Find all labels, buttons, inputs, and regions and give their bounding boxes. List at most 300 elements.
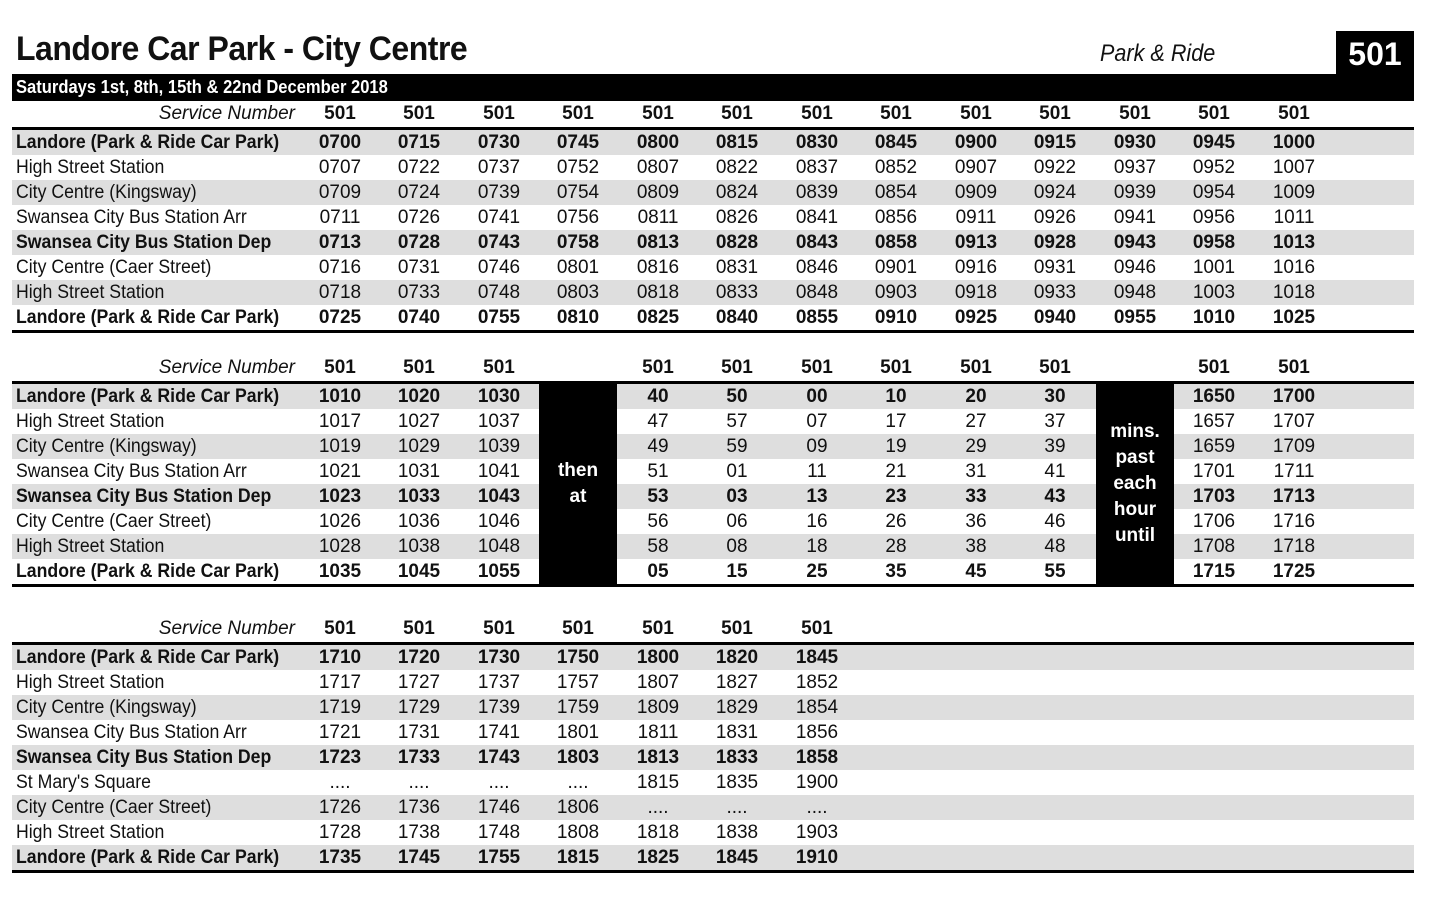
time-cell: 07 [806,411,828,432]
time-cell: 1715 [1192,561,1236,582]
table-row [12,409,1414,434]
table-row [12,205,1414,230]
time-cell: 21 [885,461,907,482]
time-cell: 1716 [1272,511,1316,532]
service-number-cell: 501 [1198,357,1230,378]
time-cell: 0752 [556,157,600,178]
time-cell: 1055 [477,561,521,582]
time-cell: 0946 [1113,257,1157,278]
service-number-header [12,616,1414,642]
time-cell: 13 [806,486,828,507]
time-cell: 1045 [397,561,441,582]
table-row [12,695,1414,720]
time-cell: 0903 [874,282,918,303]
time-cell: 0711 [319,207,361,228]
timetable-title: Landore Car Park - City Centre [16,30,468,68]
table-row [12,459,1414,484]
time-cell: 0830 [795,132,839,153]
time-cell: 1825 [636,847,680,868]
time-cell: 1726 [318,797,362,818]
service-number-cell: 501 [801,103,833,124]
time-cell: .... [806,797,828,818]
time-cell: 08 [726,536,748,557]
time-cell: 1713 [1272,486,1316,507]
time-cell: 1829 [715,697,759,718]
time-cell: 1043 [477,486,521,507]
time-cell: 03 [726,486,748,507]
time-cell: 1659 [1192,436,1236,457]
time-cell: .... [647,797,669,818]
time-cell: 48 [1044,536,1066,557]
frequency-note-line: mins. [1110,421,1160,442]
time-cell: 0925 [954,307,998,328]
time-cell: 1650 [1192,386,1236,407]
time-cell: 1033 [397,486,441,507]
time-cell: 1854 [795,697,839,718]
time-cell: 0809 [636,182,680,203]
time-cell: 1731 [397,722,441,743]
timetable-block-morning [12,101,1414,333]
time-cell: 0913 [954,232,998,253]
stop-name: City Centre (Caer Street) [16,257,212,278]
time-cell: 1010 [318,386,362,407]
time-cell: 0800 [636,132,680,153]
time-cell: 0739 [477,182,521,203]
time-cell: 0901 [874,257,918,278]
time-cell: 1800 [636,647,680,668]
time-cell: 0748 [477,282,521,303]
time-cell: 0745 [556,132,600,153]
time-cell: 0856 [874,207,918,228]
time-cell: 0728 [397,232,441,253]
time-cell: 1730 [477,647,521,668]
time-cell: 0843 [795,232,839,253]
time-cell: 0940 [1033,307,1077,328]
frequency-note-line: until [1114,525,1156,546]
stop-name: Swansea City Bus Station Dep [16,747,272,768]
time-cell: 30 [1044,386,1066,407]
time-cell: 1741 [477,722,521,743]
stop-name: City Centre (Caer Street) [16,511,212,532]
time-cell: 1017 [318,411,362,432]
time-cell: 41 [1044,461,1066,482]
time-cell: 1021 [318,461,362,482]
time-cell: 11 [807,461,827,482]
time-cell: 0931 [1033,257,1077,278]
time-cell: 1820 [715,647,759,668]
table-row [12,384,1414,409]
table-row [12,509,1414,534]
stop-name: Landore (Park & Ride Car Park) [16,561,280,582]
service-number-cell: 501 [562,103,594,124]
service-number-cell: 501 [483,357,515,378]
time-cell: 1806 [556,797,600,818]
stop-name: Swansea City Bus Station Arr [16,722,247,743]
time-cell: 1831 [715,722,759,743]
time-cell: 1025 [1272,307,1316,328]
date-text: Saturdays 1st, 8th, 15th & 22nd December 2018 [16,77,388,97]
table-row [12,305,1414,330]
frequency-note [539,384,617,584]
time-cell: 1036 [397,511,441,532]
time-cell: 1706 [1192,511,1236,532]
time-cell: 51 [647,461,669,482]
time-cell: 0756 [556,207,600,228]
service-number-cell: 501 [403,103,435,124]
service-number-cell: 501 [642,103,674,124]
time-cell: 23 [885,486,907,507]
time-cell: 1707 [1272,411,1316,432]
service-number-cell: 501 [721,103,753,124]
service-number-cell: 501 [324,618,356,639]
time-cell: 0839 [795,182,839,203]
time-cell: 0807 [636,157,680,178]
time-cell: 1708 [1192,536,1236,557]
time-cell: 1737 [477,672,521,693]
timetable-block-evening [12,616,1414,873]
time-cell: 1813 [636,747,680,768]
time-cell: 27 [965,411,987,432]
time-cell: 1818 [636,822,680,843]
time-cell: 0746 [477,257,521,278]
time-cell: 0815 [715,132,759,153]
time-cell: 0715 [397,132,441,153]
time-cell: 38 [965,536,987,557]
time-cell: 1026 [318,511,362,532]
time-cell: .... [408,772,430,793]
time-cell: 1709 [1272,436,1316,457]
time-cell: 1030 [477,386,521,407]
time-cell: 1710 [318,647,362,668]
service-number-cell: 501 [801,618,833,639]
stop-name: High Street Station [16,411,165,432]
time-cell: 0930 [1113,132,1157,153]
service-number-cell: 501 [721,618,753,639]
stop-name: High Street Station [16,536,165,557]
time-cell: 1010 [1192,307,1236,328]
table-row [12,155,1414,180]
time-cell: 01 [726,461,748,482]
time-cell: 0743 [477,232,521,253]
time-cell: 1701 [1192,461,1236,482]
time-cell: 0707 [318,157,362,178]
service-number-cell: 501 [1039,357,1071,378]
time-cell: 0954 [1192,182,1236,203]
time-cell: 33 [965,486,987,507]
time-cell: 0828 [715,232,759,253]
table-row [12,180,1414,205]
stop-name: Landore (Park & Ride Car Park) [16,307,280,328]
table-row [12,534,1414,559]
time-cell: 1838 [715,822,759,843]
time-cell: 1727 [397,672,441,693]
time-cell: 0855 [795,307,839,328]
park-and-ride-label: Park & Ride [1100,40,1216,67]
stop-name: Landore (Park & Ride Car Park) [16,132,280,153]
time-cell: 0833 [715,282,759,303]
time-cell: 1720 [397,647,441,668]
time-cell: 0945 [1192,132,1236,153]
time-cell: 1827 [715,672,759,693]
time-cell: 1735 [318,847,362,868]
time-cell: 1845 [795,647,839,668]
time-cell: 0845 [874,132,918,153]
time-cell: 0939 [1113,182,1157,203]
time-cell: .... [726,797,748,818]
time-cell: 1048 [477,536,521,557]
time-cell: 1757 [556,672,600,693]
time-cell: 1856 [795,722,839,743]
stop-name: Landore (Park & Ride Car Park) [16,647,280,668]
time-cell: 1029 [397,436,441,457]
time-cell: 1011 [1273,207,1315,228]
stop-name: Swansea City Bus Station Dep [16,232,272,253]
time-cell: 1046 [477,511,521,532]
time-cell: 0858 [874,232,918,253]
stop-name: High Street Station [16,282,165,303]
time-cell: 0900 [954,132,998,153]
table-row [12,230,1414,255]
time-cell: 1037 [477,411,521,432]
time-cell: 1038 [397,536,441,557]
time-cell: 50 [726,386,748,407]
time-cell: 1031 [397,461,441,482]
table-row [12,670,1414,695]
time-cell: 1016 [1272,257,1316,278]
time-cell: 1039 [477,436,521,457]
time-cell: 45 [965,561,987,582]
table-row [12,820,1414,845]
stop-name: City Centre (Caer Street) [16,797,212,818]
time-cell: 35 [885,561,907,582]
time-cell: 1759 [556,697,600,718]
time-cell: 57 [726,411,748,432]
time-cell: 1729 [397,697,441,718]
time-cell: 0955 [1113,307,1157,328]
service-number-cell: 501 [1039,103,1071,124]
time-cell: 1700 [1272,386,1316,407]
time-cell: 1717 [318,672,362,693]
time-cell: .... [567,772,589,793]
time-cell: 0755 [477,307,521,328]
time-cell: 0915 [1033,132,1077,153]
time-cell: 0840 [715,307,759,328]
time-cell: 1718 [1272,536,1316,557]
time-cell: 47 [647,411,669,432]
time-cell: 19 [885,436,907,457]
table-row [12,130,1414,155]
service-number-cell: 501 [880,103,912,124]
time-cell: 0825 [636,307,680,328]
time-cell: 0910 [874,307,918,328]
time-cell: 0956 [1192,207,1236,228]
service-number-cell: 501 [801,357,833,378]
service-number-cell: 501 [1278,103,1310,124]
time-cell: 18 [806,536,828,557]
time-cell: 0941 [1113,207,1157,228]
time-cell: 1903 [795,822,839,843]
time-cell: 0733 [397,282,441,303]
time-cell: 0824 [715,182,759,203]
time-cell: 53 [647,486,669,507]
stop-name: City Centre (Kingsway) [16,697,197,718]
time-cell: 1746 [477,797,521,818]
time-cell: 25 [806,561,828,582]
time-cell: 28 [885,536,907,557]
service-number-cell: 501 [880,357,912,378]
time-cell: 1808 [556,822,600,843]
time-cell: 1007 [1272,157,1316,178]
time-cell: 1739 [477,697,521,718]
time-cell: 1809 [636,697,680,718]
service-number-label: Service Number [158,618,295,639]
service-number-header [12,355,1414,381]
table-row [12,645,1414,670]
service-number-cell: 501 [1119,103,1151,124]
time-cell: 0716 [318,257,362,278]
stop-name: City Centre (Kingsway) [16,182,197,203]
time-cell: 0924 [1033,182,1077,203]
time-cell: 0922 [1033,157,1077,178]
time-cell: 1755 [477,847,521,868]
service-number-cell: 501 [1198,103,1230,124]
time-cell: 31 [965,461,987,482]
time-cell: 0958 [1192,232,1236,253]
time-cell: 1750 [556,647,600,668]
service-number-cell: 501 [403,618,435,639]
time-cell: 1020 [397,386,441,407]
time-cell: 1023 [318,486,362,507]
time-cell: 1019 [318,436,362,457]
time-cell: 0737 [477,157,521,178]
time-cell: 1725 [1272,561,1316,582]
time-cell: 0803 [556,282,600,303]
stop-name: Landore (Park & Ride Car Park) [16,386,280,407]
time-cell: 0852 [874,157,918,178]
time-cell: 0909 [954,182,998,203]
service-number-cell: 501 [403,357,435,378]
time-cell: 1711 [1273,461,1315,482]
time-cell: 1738 [397,822,441,843]
time-cell: 1845 [715,847,759,868]
service-number-label: Service Number [158,103,295,124]
time-cell: 1815 [556,847,600,868]
time-cell: 0754 [556,182,600,203]
stop-name: Swansea City Bus Station Arr [16,207,247,228]
table-row [12,559,1414,584]
time-cell: 0725 [318,307,362,328]
time-cell: .... [329,772,351,793]
time-cell: 37 [1044,411,1066,432]
time-cell: 0730 [477,132,521,153]
time-cell: 06 [726,511,748,532]
time-cell: 0718 [318,282,362,303]
time-cell: 1028 [318,536,362,557]
time-cell: 05 [647,561,669,582]
time-cell: 1721 [318,722,362,743]
service-number-cell: 501 [721,357,753,378]
time-cell: 0726 [397,207,441,228]
time-cell: 20 [965,386,987,407]
stop-name: St Mary's Square [16,772,151,793]
time-cell: 29 [965,436,987,457]
time-cell: 1018 [1272,282,1316,303]
time-cell: 0926 [1033,207,1077,228]
time-cell: 56 [647,511,669,532]
time-cell: 0826 [715,207,759,228]
time-cell: 0758 [556,232,600,253]
frequency-note-line: then [557,460,599,481]
time-cell: 17 [885,411,907,432]
time-cell: 0810 [556,307,600,328]
time-cell: 1852 [795,672,839,693]
frequency-note-line: each [1113,473,1157,494]
stop-name: High Street Station [16,672,165,693]
time-cell: 1833 [715,747,759,768]
stop-name: High Street Station [16,157,165,178]
frequency-note-line: past [1115,447,1155,468]
time-cell: 0816 [636,257,680,278]
time-cell: 1719 [318,697,362,718]
table-row [12,720,1414,745]
time-cell: 0937 [1113,157,1157,178]
table-row [12,745,1414,770]
time-cell: 0731 [397,257,441,278]
time-cell: 0911 [955,207,997,228]
time-cell: 0846 [795,257,839,278]
time-cell: 0952 [1192,157,1236,178]
timetable-rows [12,381,1414,587]
time-cell: 0700 [318,132,362,153]
time-cell: 0854 [874,182,918,203]
time-cell: 0918 [954,282,998,303]
time-cell: 1811 [637,722,679,743]
time-cell: 1657 [1192,411,1236,432]
time-cell: 26 [885,511,907,532]
time-cell: 00 [806,386,828,407]
time-cell: 0837 [795,157,839,178]
time-cell: 0841 [795,207,839,228]
service-number-cell: 501 [562,618,594,639]
time-cell: 0709 [318,182,362,203]
time-cell: 0831 [715,257,759,278]
time-cell: 40 [647,386,669,407]
stop-name: Swansea City Bus Station Dep [16,486,272,507]
time-cell: 1900 [795,772,839,793]
time-cell: 1736 [397,797,441,818]
timetable-rows [12,127,1414,333]
time-cell: 39 [1044,436,1066,457]
time-cell: 1723 [318,747,362,768]
time-cell: 1801 [556,722,600,743]
time-cell: 1027 [397,411,441,432]
service-number-cell: 501 [960,103,992,124]
stop-name: High Street Station [16,822,165,843]
service-number-cell: 501 [1278,357,1310,378]
time-cell: 43 [1044,486,1066,507]
frequency-note-line: hour [1113,499,1157,520]
time-cell: 1000 [1272,132,1316,153]
time-cell: 0933 [1033,282,1077,303]
time-cell: 1835 [715,772,759,793]
time-cell: 0801 [556,257,600,278]
time-cell: 0907 [954,157,998,178]
time-cell: 58 [647,536,669,557]
time-cell: 1815 [636,772,680,793]
time-cell: 1743 [477,747,521,768]
time-cell: 0741 [477,207,521,228]
time-cell: 36 [965,511,987,532]
